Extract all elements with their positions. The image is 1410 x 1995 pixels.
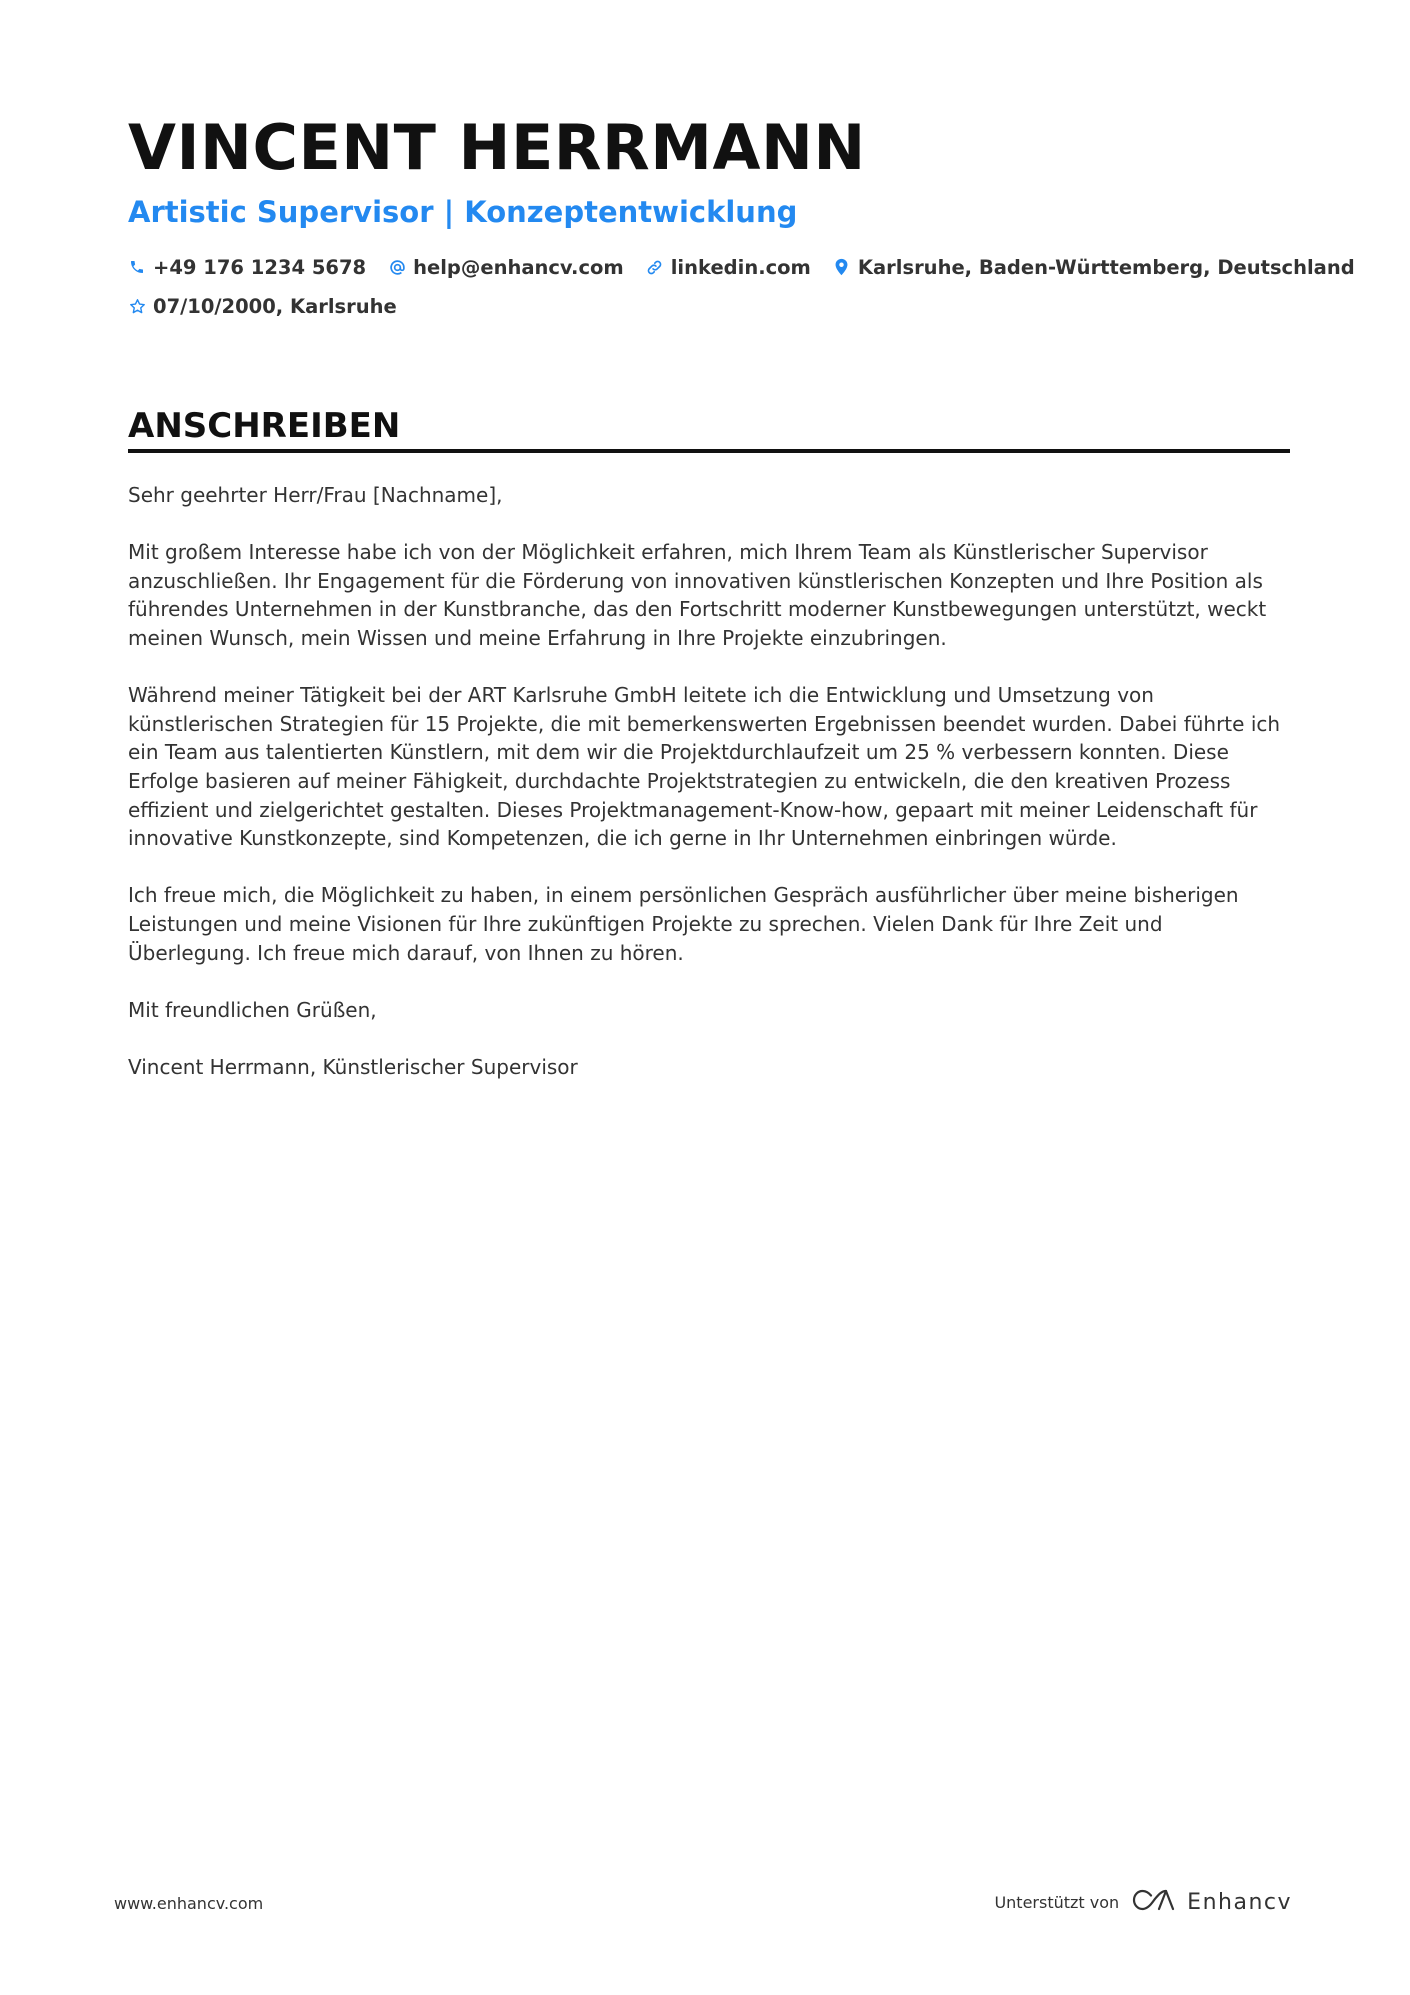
contact-phone	[128, 256, 366, 279]
phone-text: +49 176 1234 5678	[153, 255, 367, 279]
contact-location	[833, 256, 1355, 279]
link-icon	[646, 258, 664, 276]
letter-paragraph: Während meiner Tätigkeit bei der ART Karlsruhe GmbH leitete ich die Entwicklung und Umsetzung von künstlerischen Strategien für 15 Projekte, die mit bemerkenswerten Ergebnissen beendet wurden. Dabei führte ich ein Team aus talentierten Künstlern, mit dem wir die Projektdurchlaufzeit um 25 % verbessern konnten. Diese Erfolge basieren auf meiner Fähigkeit, durchdachte Projektstrategien zu entwickeln, die den kreativen Prozess effizient und zielgerichtet gestalten. Dieses Projektmanagement-Know-how, gepaart mit meiner Leidenschaft für innovative Kunstkonzepte, sind Kompetenzen, die ich gerne in Ihr Unternehmen einbringen würde.	[128, 683, 1281, 851]
email-text: help@enhancv.com	[413, 255, 624, 279]
location-text: Karlsruhe, Baden-Württemberg, Deutschland	[857, 255, 1355, 279]
candidate-name: VINCENT HERRMANN	[128, 111, 866, 184]
contact-email[interactable]	[388, 256, 624, 279]
powered-by-label: Unterstützt von	[994, 1892, 1120, 1912]
birth-text: 07/10/2000, Karlsruhe	[153, 294, 397, 318]
footer-branding[interactable]	[994, 1886, 1292, 1918]
letter-paragraph: Mit großem Interesse habe ich von der Möglichkeit erfahren, mich Ihrem Team als Künstlerischer Supervisor anzuschließen. Ihr Engagement für die Förderung von innovativen künstlerischen Konzepten und Ihre Position als führendes Unternehmen in der Kunstbranche, das den Fortschritt moderner Kunstbewegungen unterstützt, weckt meinen Wunsch, mein Wissen und meine Erfahrung in Ihre Projekte einzubringen.	[128, 540, 1267, 650]
section-title: ANSCHREIBEN	[128, 406, 401, 446]
star-icon	[128, 297, 146, 315]
letter-signature: Vincent Herrmann, Künstlerischer Supervisor	[128, 1054, 578, 1079]
contact-birth	[128, 295, 397, 318]
contact-row	[128, 252, 1355, 282]
phone-icon	[128, 258, 146, 276]
contact-info	[128, 252, 1355, 330]
at-icon	[388, 258, 406, 276]
brand-name: Enhancv	[1187, 1889, 1292, 1915]
linkedin-text: linkedin.com	[670, 255, 811, 279]
enhancv-logo-icon	[1131, 1888, 1177, 1917]
footer-website-link[interactable]: www.enhancv.com	[114, 1894, 264, 1913]
contact-linkedin[interactable]	[646, 256, 811, 279]
candidate-headline: Artistic Supervisor | Konzeptentwicklung	[128, 195, 798, 229]
section-divider	[128, 449, 1290, 453]
cover-letter-body	[128, 481, 1290, 1110]
location-pin-icon	[833, 258, 851, 276]
contact-row	[128, 291, 1288, 321]
letter-closing: Mit freundlichen Grüßen,	[128, 997, 377, 1022]
letter-salutation: Sehr geehrter Herr/Frau [Nachname],	[128, 483, 503, 507]
letter-paragraph: Ich freue mich, die Möglichkeit zu haben, in einem persönlichen Gespräch ausführlicher über meine bisherigen Leistungen und meine Visionen für Ihre zukünftigen Projekte zu sprechen. Vielen Dank für Ihre Zeit und Überlegung. Ich freue mich darauf, von Ihnen zu hören.	[128, 883, 1239, 965]
